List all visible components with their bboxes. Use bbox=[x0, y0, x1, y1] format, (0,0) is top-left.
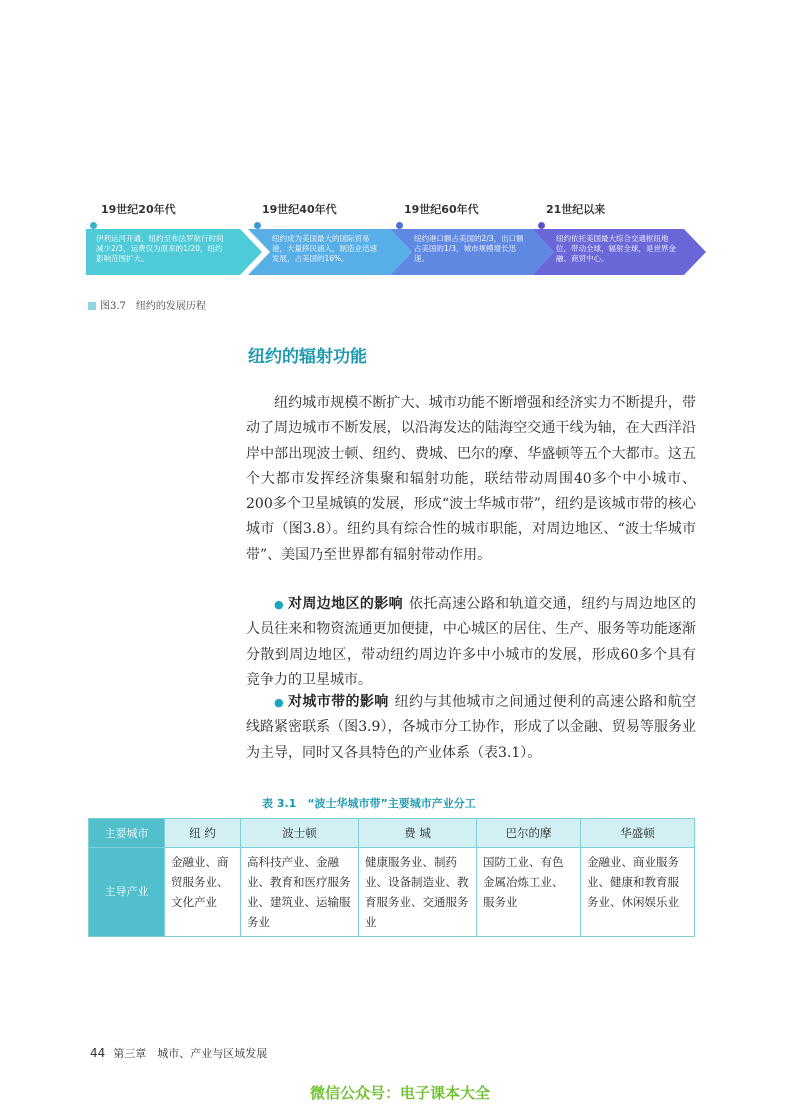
paragraph-2-text: 依托高速公路和轨道交通，纽约与周边地区的人员往来和物资流通更加便捷，中心城区的居住、生产、服务等功能逐渐分散到周边地区，带动纽约周边许多中小城市的发展，形成60多个具有竞争力的卫星城市。 bbox=[246, 596, 697, 688]
paragraph-3-text: 纽约与其他城市之间通过便利的高速公路和航空线路紧密联系（图3.9），各城市分工协作，形成了以金融、贸易等服务业为主导，同时又各具特色的产业体系（表3.1）。 bbox=[246, 694, 697, 761]
era-label-1: 19世纪20年代 bbox=[101, 203, 176, 216]
paragraph-2-lead: 对周边地区的影响 bbox=[287, 596, 403, 612]
era-text-4: 纽约依托美国最大综合交通枢纽地位，带动全球，辐射全球，是世界金融、商贸中心。 bbox=[556, 234, 676, 263]
industry-cell: 金融业、商业服务业、健康和教育服务业、休闲娱乐业 bbox=[581, 848, 695, 937]
era-dot-2 bbox=[254, 222, 261, 229]
figure-caption-text: 图3.7 纽约的发展历程 bbox=[100, 301, 206, 312]
industry-cell: 高科技产业、金融业、教育和医疗服务业、建筑业、运输服务业 bbox=[241, 848, 359, 937]
era-text-2: 纽约成为美国最大的国际贸易港，大量移民涌入，制造业迅速发展，占美国的16%。 bbox=[272, 234, 377, 263]
paragraph-3-lead: 对城市带的影响 bbox=[287, 694, 389, 710]
bullet-icon: ● bbox=[274, 696, 284, 709]
table-row bbox=[89, 848, 695, 937]
paragraph-1: 纽约城市规模不断扩大、城市功能不断增强和经济实力不断提升，带动了周边城市不断发展，以沿海发达的陆海空交通干线为轴，在大西洋沿岸中部出现波士顿、纽约、费城、巴尔的摩、华盛顿等五个大都市。这五个大都市发挥经济集聚和辐射功能，联结带动周围40多个中小城市、200多个卫星城镇的发展，形成“波士华城市带”，纽约是该城市带的核心城市（图3.8）。纽约具有综合性的城市职能，对周边地区、“波士华城市带”、美国乃至世界都有辐射带动作用。 bbox=[246, 395, 696, 563]
development-timeline bbox=[86, 196, 706, 286]
bullet-icon: ● bbox=[274, 598, 284, 611]
paragraph-3 bbox=[246, 690, 696, 766]
caption-square-icon bbox=[88, 302, 96, 310]
city-cell: 纽 约 bbox=[165, 819, 241, 848]
era-text-3: 纽约港口额占美国的2/3，出口额占美国的1/3，城市规模增长迅速。 bbox=[414, 234, 524, 263]
city-cell: 巴尔的摩 bbox=[477, 819, 581, 848]
era-label-4: 21世纪以来 bbox=[546, 203, 606, 216]
city-cell: 费 城 bbox=[359, 819, 477, 848]
figure-caption bbox=[88, 297, 206, 312]
era-dot-3 bbox=[396, 222, 403, 229]
industry-table bbox=[88, 818, 695, 937]
chapter-title: 第三章 城市、产业与区域发展 bbox=[113, 1047, 268, 1060]
table-header-row bbox=[89, 819, 695, 848]
era-label-3: 19世纪60年代 bbox=[404, 203, 479, 216]
paragraph-2 bbox=[246, 592, 696, 693]
industry-cell: 金融业、商贸服务业、文化产业 bbox=[165, 848, 241, 937]
industry-cell: 健康服务业、制药业、设备制造业、教育服务业、交通服务业 bbox=[359, 848, 477, 937]
page-number: 44 bbox=[90, 1046, 106, 1060]
table-title: 表 3.1 “波士华城市带”主要城市产业分工 bbox=[262, 797, 476, 810]
watermark-text: 微信公众号：电子课本大全 bbox=[309, 1084, 490, 1102]
city-cell: 波士顿 bbox=[241, 819, 359, 848]
header-label-cell: 主要城市 bbox=[89, 819, 165, 848]
row-label-cell: 主导产业 bbox=[89, 848, 165, 937]
era-dot-1 bbox=[90, 222, 97, 229]
section-title: 纽约的辐射功能 bbox=[248, 347, 367, 367]
industry-cell: 国防工业、有色金属冶炼工业、服务业 bbox=[477, 848, 581, 937]
page-footer bbox=[90, 1045, 267, 1061]
city-cell: 华盛顿 bbox=[581, 819, 695, 848]
era-dot-4 bbox=[538, 222, 545, 229]
era-label-2: 19世纪40年代 bbox=[262, 203, 337, 216]
era-text-1: 伊利运河开通，纽约至布法罗航行时间减少2/3，运费仅为原来的1/20，纽约影响范围扩大。 bbox=[96, 234, 224, 263]
